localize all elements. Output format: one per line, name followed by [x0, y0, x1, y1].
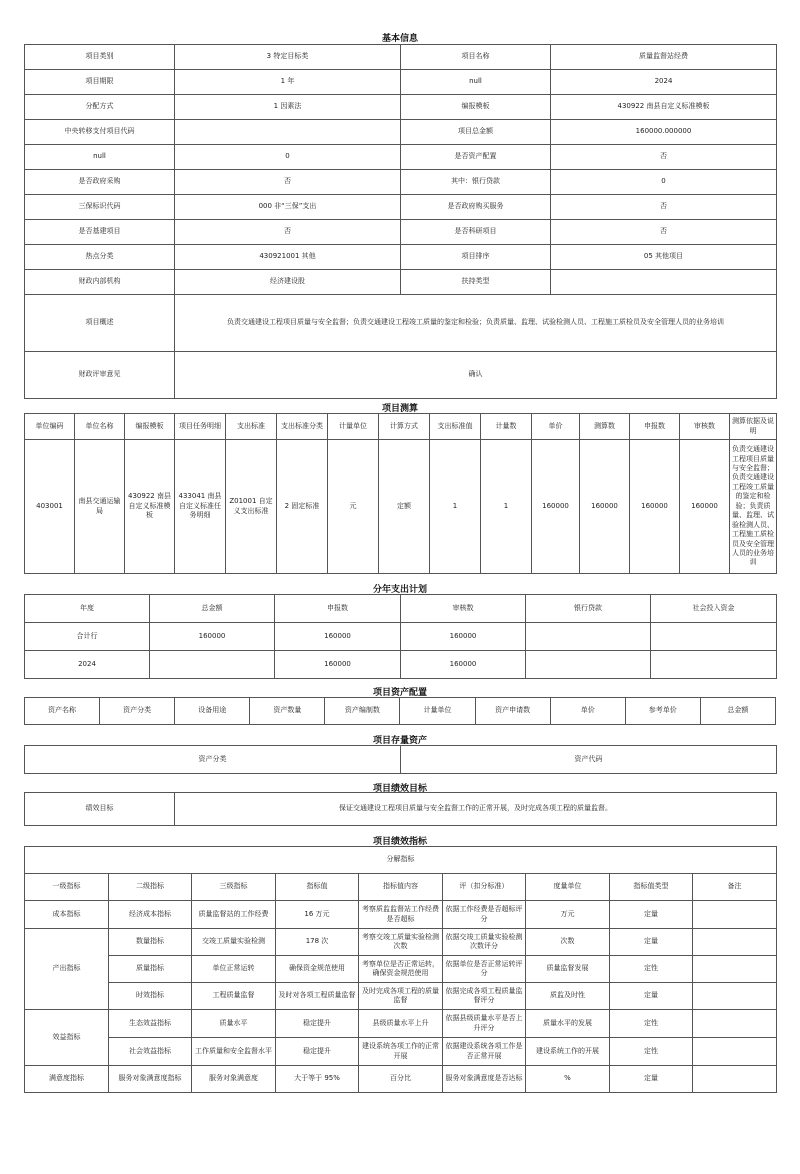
- field-label: 是否政府购买服务: [401, 195, 551, 220]
- indicator-cell: 考察交竣工质量实验检测次数: [359, 929, 443, 956]
- section-title-asset: 项目资产配置: [372, 688, 427, 698]
- field-label: 热点分类: [25, 245, 175, 270]
- column-header: 单位名称: [75, 414, 125, 440]
- measure-cell: 元: [328, 440, 379, 574]
- measure-cell: 160000: [630, 440, 680, 574]
- yearly-cell: 2024: [25, 651, 150, 679]
- column-header: 支出标准值: [430, 414, 481, 440]
- column-header: 单价: [550, 698, 625, 725]
- indicator-cell: 依据县级质量水平是否上升评分: [443, 1010, 526, 1038]
- indicator-cell: 数量指标: [109, 929, 192, 956]
- field-label: 其中：银行贷款: [401, 170, 551, 195]
- indicator-cell: 质量指标: [109, 956, 192, 983]
- yearly-cell: 160000: [275, 623, 401, 651]
- section-title-perf-goal: 项目绩效目标: [372, 784, 427, 794]
- perf-goal-label: 绩效目标: [25, 793, 175, 826]
- indicator-cell: 质量水平的发展: [526, 1010, 610, 1038]
- column-header: 指标值内容: [359, 874, 443, 901]
- indicator-cell: 定量: [610, 901, 693, 929]
- field-value: 经济建设股: [175, 270, 401, 295]
- indicator-cell: [693, 1066, 777, 1093]
- measure-cell: 430922 南县自定义标准模板: [125, 440, 175, 574]
- field-value: 1 因素法: [175, 95, 401, 120]
- indicator-cell: [693, 901, 777, 929]
- field-label: 中央转移支付项目代码: [25, 120, 175, 145]
- column-header: 审核数: [680, 414, 730, 440]
- indicator-cell: 单位正常运转: [192, 956, 276, 983]
- column-header: 总金额: [700, 698, 775, 725]
- measure-cell: 403001: [25, 440, 75, 574]
- project-overview-text: 负责交通建设工程项目质量与安全监督；负责交通建设工程竣工质量的鉴定和检验；负责质量、监理、试验检测人员、工程施工质检员及安全管理人员的业务培训: [175, 295, 777, 352]
- column-header: 一级指标: [25, 874, 109, 901]
- field-value: 否: [175, 220, 401, 245]
- column-header: 支出标准: [226, 414, 277, 440]
- column-header: 计算方式: [379, 414, 430, 440]
- section-title-stock: 项目存量资产: [372, 736, 427, 746]
- level1-indicator: 效益指标: [25, 1010, 109, 1066]
- field-value: 0: [551, 170, 777, 195]
- indicator-cell: 质量监督发展: [526, 956, 610, 983]
- measure-cell: 160000: [680, 440, 730, 574]
- indicator-cell: 确保资金规范使用: [276, 956, 359, 983]
- column-header: 计量数: [481, 414, 532, 440]
- column-header: 测算依据及说明: [730, 414, 777, 440]
- measure-cell: 1: [430, 440, 481, 574]
- indicator-cell: 定性: [610, 956, 693, 983]
- indicator-cell: [693, 929, 777, 956]
- field-label: 是否基建项目: [25, 220, 175, 245]
- basic-info-row: [25, 170, 777, 195]
- basic-info-row: [25, 70, 777, 95]
- indicator-cell: [693, 1010, 777, 1038]
- indicator-cell: 依据完成各项工程质量监督评分: [443, 983, 526, 1010]
- column-header: 申报数: [275, 595, 401, 623]
- indicator-cell: 定性: [610, 1010, 693, 1038]
- measure-cell: 433041 南县自定义标准任务明细: [175, 440, 226, 574]
- asset-config-table: [24, 697, 776, 725]
- field-label: null: [25, 145, 175, 170]
- column-header: 单价: [532, 414, 580, 440]
- field-value: 质量监督站经费: [551, 45, 777, 70]
- field-label: 是否科研项目: [401, 220, 551, 245]
- indicator-cell: %: [526, 1066, 610, 1093]
- indicator-cell: 社会效益指标: [109, 1038, 192, 1066]
- indicator-cell: 依据交竣工质量实验检测次数评分: [443, 929, 526, 956]
- column-header: 支出标准分类: [277, 414, 328, 440]
- field-label: 项目概述: [25, 295, 175, 352]
- indicator-cell: 质量水平: [192, 1010, 276, 1038]
- measure-cell: 南县交通运输局: [75, 440, 125, 574]
- stock-asset-table: [24, 745, 777, 774]
- field-value: [175, 120, 401, 145]
- indicator-cell: 稳定提升: [276, 1038, 359, 1066]
- yearly-cell: 160000: [401, 651, 526, 679]
- indicator-cell: 依据工作经费是否超标评分: [443, 901, 526, 929]
- field-value: 430921001 其他: [175, 245, 401, 270]
- column-header: 资产分类: [100, 698, 175, 725]
- field-value: [551, 270, 777, 295]
- indicator-cell: 时效指标: [109, 983, 192, 1010]
- indicator-cell: 定量: [610, 983, 693, 1010]
- indicator-cell: 生态效益指标: [109, 1010, 192, 1038]
- field-value: 否: [551, 145, 777, 170]
- indicator-cell: 178 次: [276, 929, 359, 956]
- field-label: 三保标识代码: [25, 195, 175, 220]
- measure-cell: Z01001 自定义支出标准: [226, 440, 277, 574]
- indicator-cell: 依据单位是否正常运转评分: [443, 956, 526, 983]
- indicator-cell: [693, 983, 777, 1010]
- indicator-cell: 及时对各项工程质量监督: [276, 983, 359, 1010]
- yearly-cell: 160000: [150, 623, 275, 651]
- perf-indicator-table: [24, 846, 777, 1093]
- indicator-cell: 定性: [610, 1038, 693, 1066]
- column-header: 计量单位: [400, 698, 475, 725]
- group-header: 分解指标: [25, 847, 777, 874]
- field-label: 项目排序: [401, 245, 551, 270]
- section-title-yearly: 分年支出计划: [372, 585, 427, 595]
- indicator-cell: 经济成本指标: [109, 901, 192, 929]
- column-header: 备注: [693, 874, 777, 901]
- level1-indicator: 满意度指标: [25, 1066, 109, 1093]
- indicator-cell: 万元: [526, 901, 610, 929]
- column-header: 银行贷款: [526, 595, 651, 623]
- section-title-measure: 项目测算: [381, 404, 418, 414]
- indicator-cell: 大于等于 95%: [276, 1066, 359, 1093]
- measure-table: [24, 413, 777, 574]
- measure-cell: 负责交通建设工程项目质量与安全监督；负责交通建设工程竣工质量的鉴定和检验；负责质量、监理、试验检测人员、工程施工质检员及安全管理人员的业务培训: [730, 440, 777, 574]
- basic-info-row: [25, 270, 777, 295]
- indicator-row: [25, 901, 777, 929]
- indicator-cell: 建设系统工作的开展: [526, 1038, 610, 1066]
- field-value: 1 年: [175, 70, 401, 95]
- indicator-cell: 交竣工质量实验检测: [192, 929, 276, 956]
- indicator-row: [25, 1010, 777, 1038]
- field-value: 0: [175, 145, 401, 170]
- column-header: 审核数: [401, 595, 526, 623]
- yearly-cell: [150, 651, 275, 679]
- field-label: 是否资产配置: [401, 145, 551, 170]
- basic-info-row: [25, 120, 777, 145]
- indicator-cell: 县级质量水平上升: [359, 1010, 443, 1038]
- field-label: null: [401, 70, 551, 95]
- indicator-cell: 百分比: [359, 1066, 443, 1093]
- indicator-cell: [693, 956, 777, 983]
- field-value: 2024: [551, 70, 777, 95]
- field-label: 项目名称: [401, 45, 551, 70]
- indicator-cell: 定量: [610, 1066, 693, 1093]
- column-header: 资产编制数: [325, 698, 400, 725]
- column-header: 三级指标: [192, 874, 276, 901]
- indicator-cell: 工程质量监督: [192, 983, 276, 1010]
- indicator-cell: 及时完成各项工程的质量监督: [359, 983, 443, 1010]
- basic-info-row: [25, 95, 777, 120]
- indicator-cell: 定量: [610, 929, 693, 956]
- indicator-cell: 建设系统各项工作的正常开展: [359, 1038, 443, 1066]
- measure-cell: 160000: [532, 440, 580, 574]
- indicator-cell: 稳定提升: [276, 1010, 359, 1038]
- column-header: 度量单位: [526, 874, 610, 901]
- level1-indicator: 产出指标: [25, 929, 109, 1010]
- indicator-cell: 考察单位是否正常运转，确保资金规范使用: [359, 956, 443, 983]
- column-header: 计量单位: [328, 414, 379, 440]
- field-value: 000 非“三保”支出: [175, 195, 401, 220]
- column-header: 测算数: [580, 414, 630, 440]
- indicator-cell: 依据建设系统各项工作是否正常开展: [443, 1038, 526, 1066]
- indicator-row: [25, 929, 777, 956]
- column-header: 指标值类型: [610, 874, 693, 901]
- basic-info-row: [25, 45, 777, 70]
- yearly-cell: 160000: [275, 651, 401, 679]
- indicator-cell: 服务对象满意度是否达标: [443, 1066, 526, 1093]
- column-header: 资产数量: [250, 698, 325, 725]
- review-opinion-text: 确认: [175, 352, 777, 399]
- section-title-perf-ind: 项目绩效指标: [372, 837, 427, 847]
- column-header: 参考单价: [625, 698, 700, 725]
- indicator-cell: [693, 1038, 777, 1066]
- field-value: 否: [551, 195, 777, 220]
- basic-info-table: [24, 44, 777, 399]
- column-header: 资产分类: [25, 746, 401, 774]
- indicator-cell: 考察质监监督站工作经费是否超标: [359, 901, 443, 929]
- perf-goal-table: [24, 792, 777, 826]
- basic-info-row: [25, 195, 777, 220]
- indicator-cell: 工作质量和安全监督水平: [192, 1038, 276, 1066]
- yearly-row: [25, 623, 777, 651]
- field-label: 财政内部机构: [25, 270, 175, 295]
- column-header: 总金额: [150, 595, 275, 623]
- field-label: 财政评审意见: [25, 352, 175, 399]
- column-header: 单位编码: [25, 414, 75, 440]
- field-value: 否: [175, 170, 401, 195]
- column-header: 年度: [25, 595, 150, 623]
- indicator-cell: 质监及时性: [526, 983, 610, 1010]
- field-label: 项目总金额: [401, 120, 551, 145]
- field-label: 项目期限: [25, 70, 175, 95]
- yearly-plan-table: [24, 594, 777, 679]
- column-header: 指标值: [276, 874, 359, 901]
- column-header: 二级指标: [109, 874, 192, 901]
- column-header: 编报模板: [125, 414, 175, 440]
- measure-cell: 定额: [379, 440, 430, 574]
- indicator-row: [25, 983, 777, 1010]
- field-value: 430922 南县自定义标准模板: [551, 95, 777, 120]
- field-label: 分配方式: [25, 95, 175, 120]
- yearly-row: [25, 651, 777, 679]
- indicator-cell: 质量监督站的工作经费: [192, 901, 276, 929]
- field-value: 否: [551, 220, 777, 245]
- field-label: 扶持类型: [401, 270, 551, 295]
- column-header: 社会投入资金: [651, 595, 777, 623]
- yearly-cell: [651, 623, 777, 651]
- column-header: 评（扣分标准）: [443, 874, 526, 901]
- measure-cell: 1: [481, 440, 532, 574]
- indicator-cell: 服务对象满意度指标: [109, 1066, 192, 1093]
- field-value: 05 其他项目: [551, 245, 777, 270]
- indicator-cell: 次数: [526, 929, 610, 956]
- indicator-cell: 服务对象满意度: [192, 1066, 276, 1093]
- yearly-cell: 160000: [401, 623, 526, 651]
- column-header: 资产申请数: [475, 698, 550, 725]
- basic-info-row: [25, 245, 777, 270]
- field-label: 编报模板: [401, 95, 551, 120]
- column-header: 资产代码: [401, 746, 777, 774]
- indicator-row: [25, 1066, 777, 1093]
- level1-indicator: 成本指标: [25, 901, 109, 929]
- column-header: 项目任务明细: [175, 414, 226, 440]
- indicator-row: [25, 1038, 777, 1066]
- field-label: 项目类别: [25, 45, 175, 70]
- yearly-cell: [651, 651, 777, 679]
- yearly-cell: [526, 651, 651, 679]
- indicator-cell: 16 万元: [276, 901, 359, 929]
- perf-goal-text: 保证交通建设工程项目质量与安全监督工作的正常开展，及时完成各项工程的质量监督。: [175, 793, 777, 826]
- basic-info-row: [25, 220, 777, 245]
- field-value: 3 特定目标类: [175, 45, 401, 70]
- measure-cell: 2 固定标准: [277, 440, 328, 574]
- column-header: 申报数: [630, 414, 680, 440]
- yearly-cell: 合计行: [25, 623, 150, 651]
- yearly-cell: [526, 623, 651, 651]
- basic-info-row: [25, 145, 777, 170]
- measure-cell: 160000: [580, 440, 630, 574]
- indicator-row: [25, 956, 777, 983]
- section-title-basic: 基本信息: [381, 34, 418, 44]
- column-header: 设备用途: [175, 698, 250, 725]
- field-label: 是否政府采购: [25, 170, 175, 195]
- field-value: 160000.000000: [551, 120, 777, 145]
- column-header: 资产名称: [25, 698, 100, 725]
